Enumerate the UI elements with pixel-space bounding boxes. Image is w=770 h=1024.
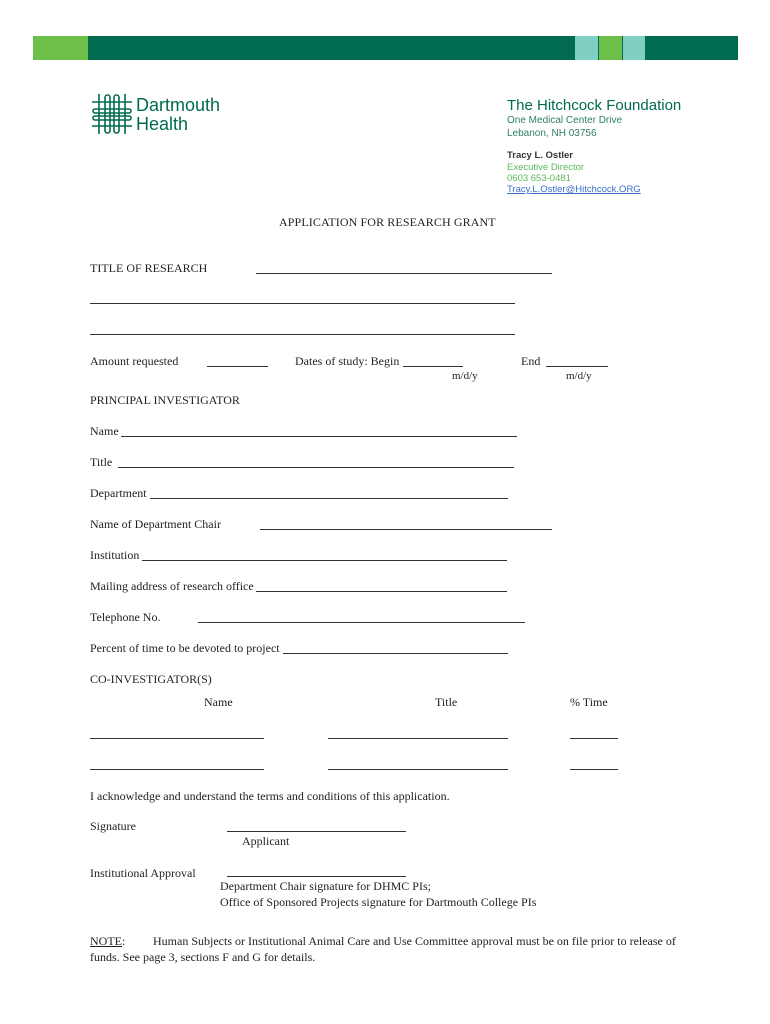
- note-label: NOTE: [90, 934, 122, 948]
- contact-phone: 0603 653-0481: [507, 173, 571, 184]
- note-label-group: [90, 934, 125, 949]
- pi-department-field[interactable]: [150, 498, 508, 499]
- foundation-name: The Hitchcock Foundation: [507, 97, 682, 114]
- banner-accent-green: [599, 36, 622, 60]
- header-banner: [33, 36, 738, 60]
- coinv-1-title-field[interactable]: [328, 738, 508, 739]
- pi-institution-field[interactable]: [142, 560, 507, 561]
- banner-accent-teal-1: [575, 36, 598, 60]
- pi-percent-label: Percent of time to be devoted to project: [90, 641, 280, 655]
- pi-phone-label: Telephone No.: [90, 610, 161, 624]
- foundation-address-line2: Lebanon, NH 03756: [507, 128, 597, 139]
- coinv-2-title-field[interactable]: [328, 769, 508, 770]
- coinv-section-heading: CO-INVESTIGATOR(S): [90, 672, 212, 686]
- dartmouth-health-logo-icon: [90, 92, 134, 136]
- approval-note-line1: Department Chair signature for DHMC PIs;: [220, 879, 431, 893]
- coinv-header-time: % Time: [570, 695, 608, 709]
- pi-title-field[interactable]: [118, 467, 514, 468]
- coinv-header-title: Title: [435, 695, 458, 709]
- pi-phone-field[interactable]: [198, 622, 525, 623]
- foundation-address-line1: One Medical Center Drive: [507, 115, 623, 126]
- dates-end-label: End: [521, 354, 541, 368]
- contact-name: Tracy L. Ostler: [507, 150, 574, 161]
- pi-mailing-label: Mailing address of research office: [90, 579, 254, 593]
- acknowledge-statement: I acknowledge and understand the terms and conditions of this application.: [90, 789, 450, 803]
- signature-label: Signature: [90, 819, 136, 833]
- coinv-header-name: Name: [204, 695, 233, 709]
- date-format-hint-begin: m/d/y: [452, 370, 478, 382]
- note-colon: :: [122, 934, 126, 948]
- logo-text-line1: Dartmouth: [136, 95, 221, 115]
- pi-dept-chair-label: Name of Department Chair: [90, 517, 221, 531]
- title-of-research-field-line2[interactable]: [90, 303, 515, 304]
- pi-section-heading: PRINCIPAL INVESTIGATOR: [90, 393, 240, 407]
- dates-begin-field[interactable]: [403, 366, 463, 367]
- pi-percent-field[interactable]: [283, 653, 508, 654]
- dates-end-field[interactable]: [546, 366, 608, 367]
- pi-name-field[interactable]: [121, 436, 517, 437]
- dates-begin-label: Dates of study: Begin: [295, 354, 400, 368]
- date-format-hint-end: m/d/y: [566, 370, 592, 382]
- banner-accent-left: [33, 36, 88, 60]
- banner-accent-teal-2: [623, 36, 645, 60]
- contact-role: Executive Director: [507, 162, 585, 173]
- signature-field[interactable]: [227, 831, 406, 832]
- pi-institution-label: Institution: [90, 548, 140, 562]
- note-text-line2: funds. See page 3, sections F and G for details.: [90, 950, 316, 964]
- note-text-line1: Human Subjects or Institutional Animal Care and Use Committee approval must be on file prior to release of: [153, 934, 676, 948]
- coinv-1-name-field[interactable]: [90, 738, 264, 739]
- coinv-2-name-field[interactable]: [90, 769, 264, 770]
- pi-department-label: Department: [90, 486, 147, 500]
- institutional-approval-label: Institutional Approval: [90, 866, 196, 880]
- pi-dept-chair-field[interactable]: [260, 529, 552, 530]
- coinv-2-time-field[interactable]: [570, 769, 618, 770]
- title-of-research-label: TITLE OF RESEARCH: [90, 261, 208, 275]
- amount-requested-label: Amount requested: [90, 354, 179, 368]
- pi-name-label: Name: [90, 424, 119, 438]
- coinv-1-time-field[interactable]: [570, 738, 618, 739]
- pi-mailing-field[interactable]: [256, 591, 507, 592]
- amount-requested-field[interactable]: [207, 366, 268, 367]
- approval-note-line2: Office of Sponsored Projects signature for Dartmouth College PIs: [220, 895, 537, 909]
- title-of-research-field-line3[interactable]: [90, 334, 515, 335]
- pi-title-label: Title: [90, 455, 113, 469]
- applicant-caption: Applicant: [242, 834, 290, 848]
- title-of-research-field[interactable]: [256, 273, 552, 274]
- institutional-approval-field[interactable]: [227, 876, 406, 877]
- form-title: APPLICATION FOR RESEARCH GRANT: [279, 215, 496, 229]
- contact-email-link[interactable]: Tracy.L.Ostler@Hitchcock.ORG: [507, 184, 641, 195]
- logo-text-line2: Health: [136, 114, 189, 134]
